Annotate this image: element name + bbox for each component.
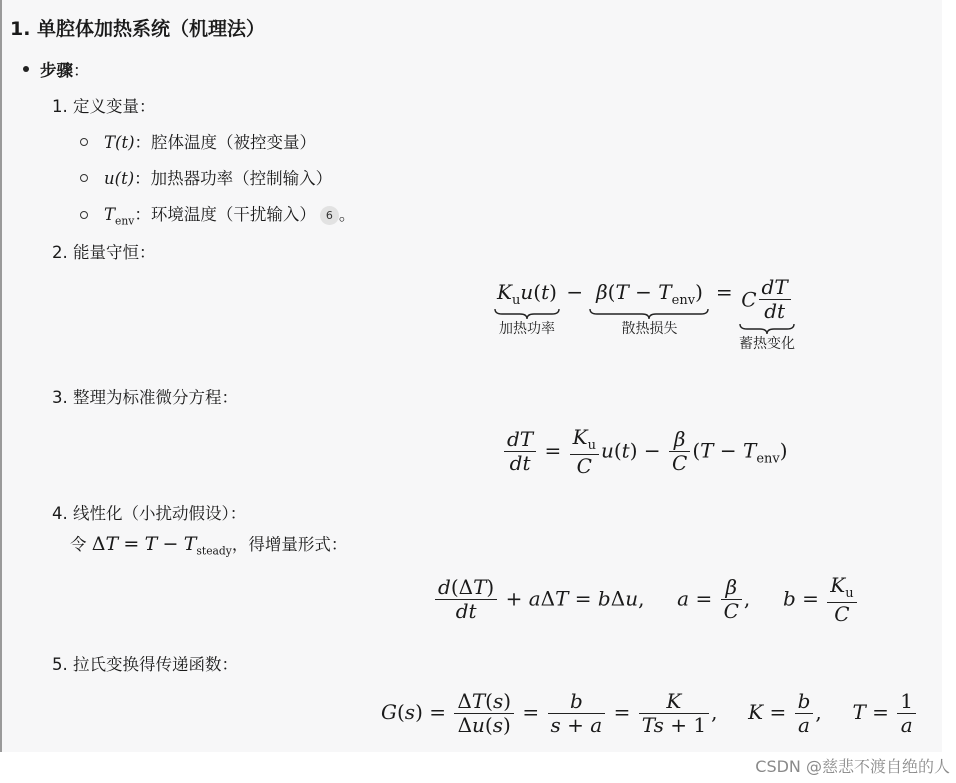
step-2-label: 2. 能量守恒： — [52, 243, 156, 262]
list-ring-icon — [80, 211, 88, 219]
heating-term: $K_uu(t)$ 加热功率 — [494, 280, 560, 338]
var-item-power — [104, 165, 332, 189]
brace-label-heating: 加热功率 — [499, 321, 555, 337]
storage-term: C $\frac{dT}{dt}$ 蓄热变化 — [738, 275, 795, 352]
var-desc: ：环境温度（干扰输入） — [134, 205, 316, 224]
increment-form-text: ，得增量形式： — [231, 535, 348, 554]
delta-definition: 令 $\Delta T = T - T_{steady}$，得增量形式： — [70, 533, 348, 558]
var-item-env — [104, 201, 355, 227]
citation-badge[interactable]: 6 — [320, 206, 339, 225]
list-ring-icon — [80, 138, 88, 146]
var-symbol: u(t) — [104, 169, 135, 188]
brace-label-loss: 散热损失 — [621, 321, 678, 337]
var-desc: ：加热器功率（控制输入） — [134, 169, 333, 188]
steps-colon: ： — [73, 61, 90, 80]
period: 。 — [338, 205, 356, 224]
energy-equation: $K_uu(t)$ 加热功率 − $\beta(T - T_{env})$ 散热损失 = C $\frac{dT}{dt}$ 蓄热变化 — [494, 280, 795, 353]
steps-heading — [40, 57, 90, 81]
transfer-function: G(s) = $\frac{\Delta T(s)}{\Delta u(s)}$ = $\frac{b}{s + a}$ = $\frac{K}{Ts + 1}$ , K = $\frac{b}{a}$ , T = $\frac{1}{a}$ — [381, 690, 918, 737]
steps-heading-label: 步骤 — [40, 61, 73, 80]
step-4-label: 4. 线性化（小扰动假设）： — [52, 504, 247, 523]
var-symbol: T(t) — [104, 133, 135, 152]
step-3-label: 3. 整理为标准微分方程： — [52, 388, 238, 407]
step-5-label: 5. 拉氏变换得传递函数： — [52, 655, 238, 674]
section-title: 1. 单腔体加热系统（机理法） — [10, 18, 266, 40]
standard-ode: $\frac{dT}{dt}$ = $\frac{K_u}{C}$ u(t) − $\frac{\beta}{C}$ $(T - T_{env})$ — [502, 426, 788, 478]
loss-term: $\beta(T - T_{env})$ 散热损失 — [589, 280, 709, 338]
bullet-icon — [23, 66, 29, 72]
linearized-equation: $\frac{d(\Delta T)}{dt}$ + aΔT = bΔu, a = $\frac{\beta}{C}$ , b = $\frac{K_u}{C}$ — [433, 574, 859, 626]
brace-label-storage: 蓄热变化 — [738, 336, 795, 352]
var-subscript: env — [115, 214, 135, 228]
list-ring-icon — [80, 174, 88, 182]
var-item-temperature — [104, 129, 316, 153]
var-desc: ：腔体温度（被控变量） — [134, 133, 317, 152]
steady-subscript: steady — [196, 544, 232, 558]
var-symbol: T — [104, 205, 116, 224]
watermark: CSDN @慈悲不渡自绝的人 — [755, 757, 950, 776]
step-1-label: 1. 定义变量： — [52, 97, 156, 116]
let-word: 令 — [70, 535, 87, 554]
